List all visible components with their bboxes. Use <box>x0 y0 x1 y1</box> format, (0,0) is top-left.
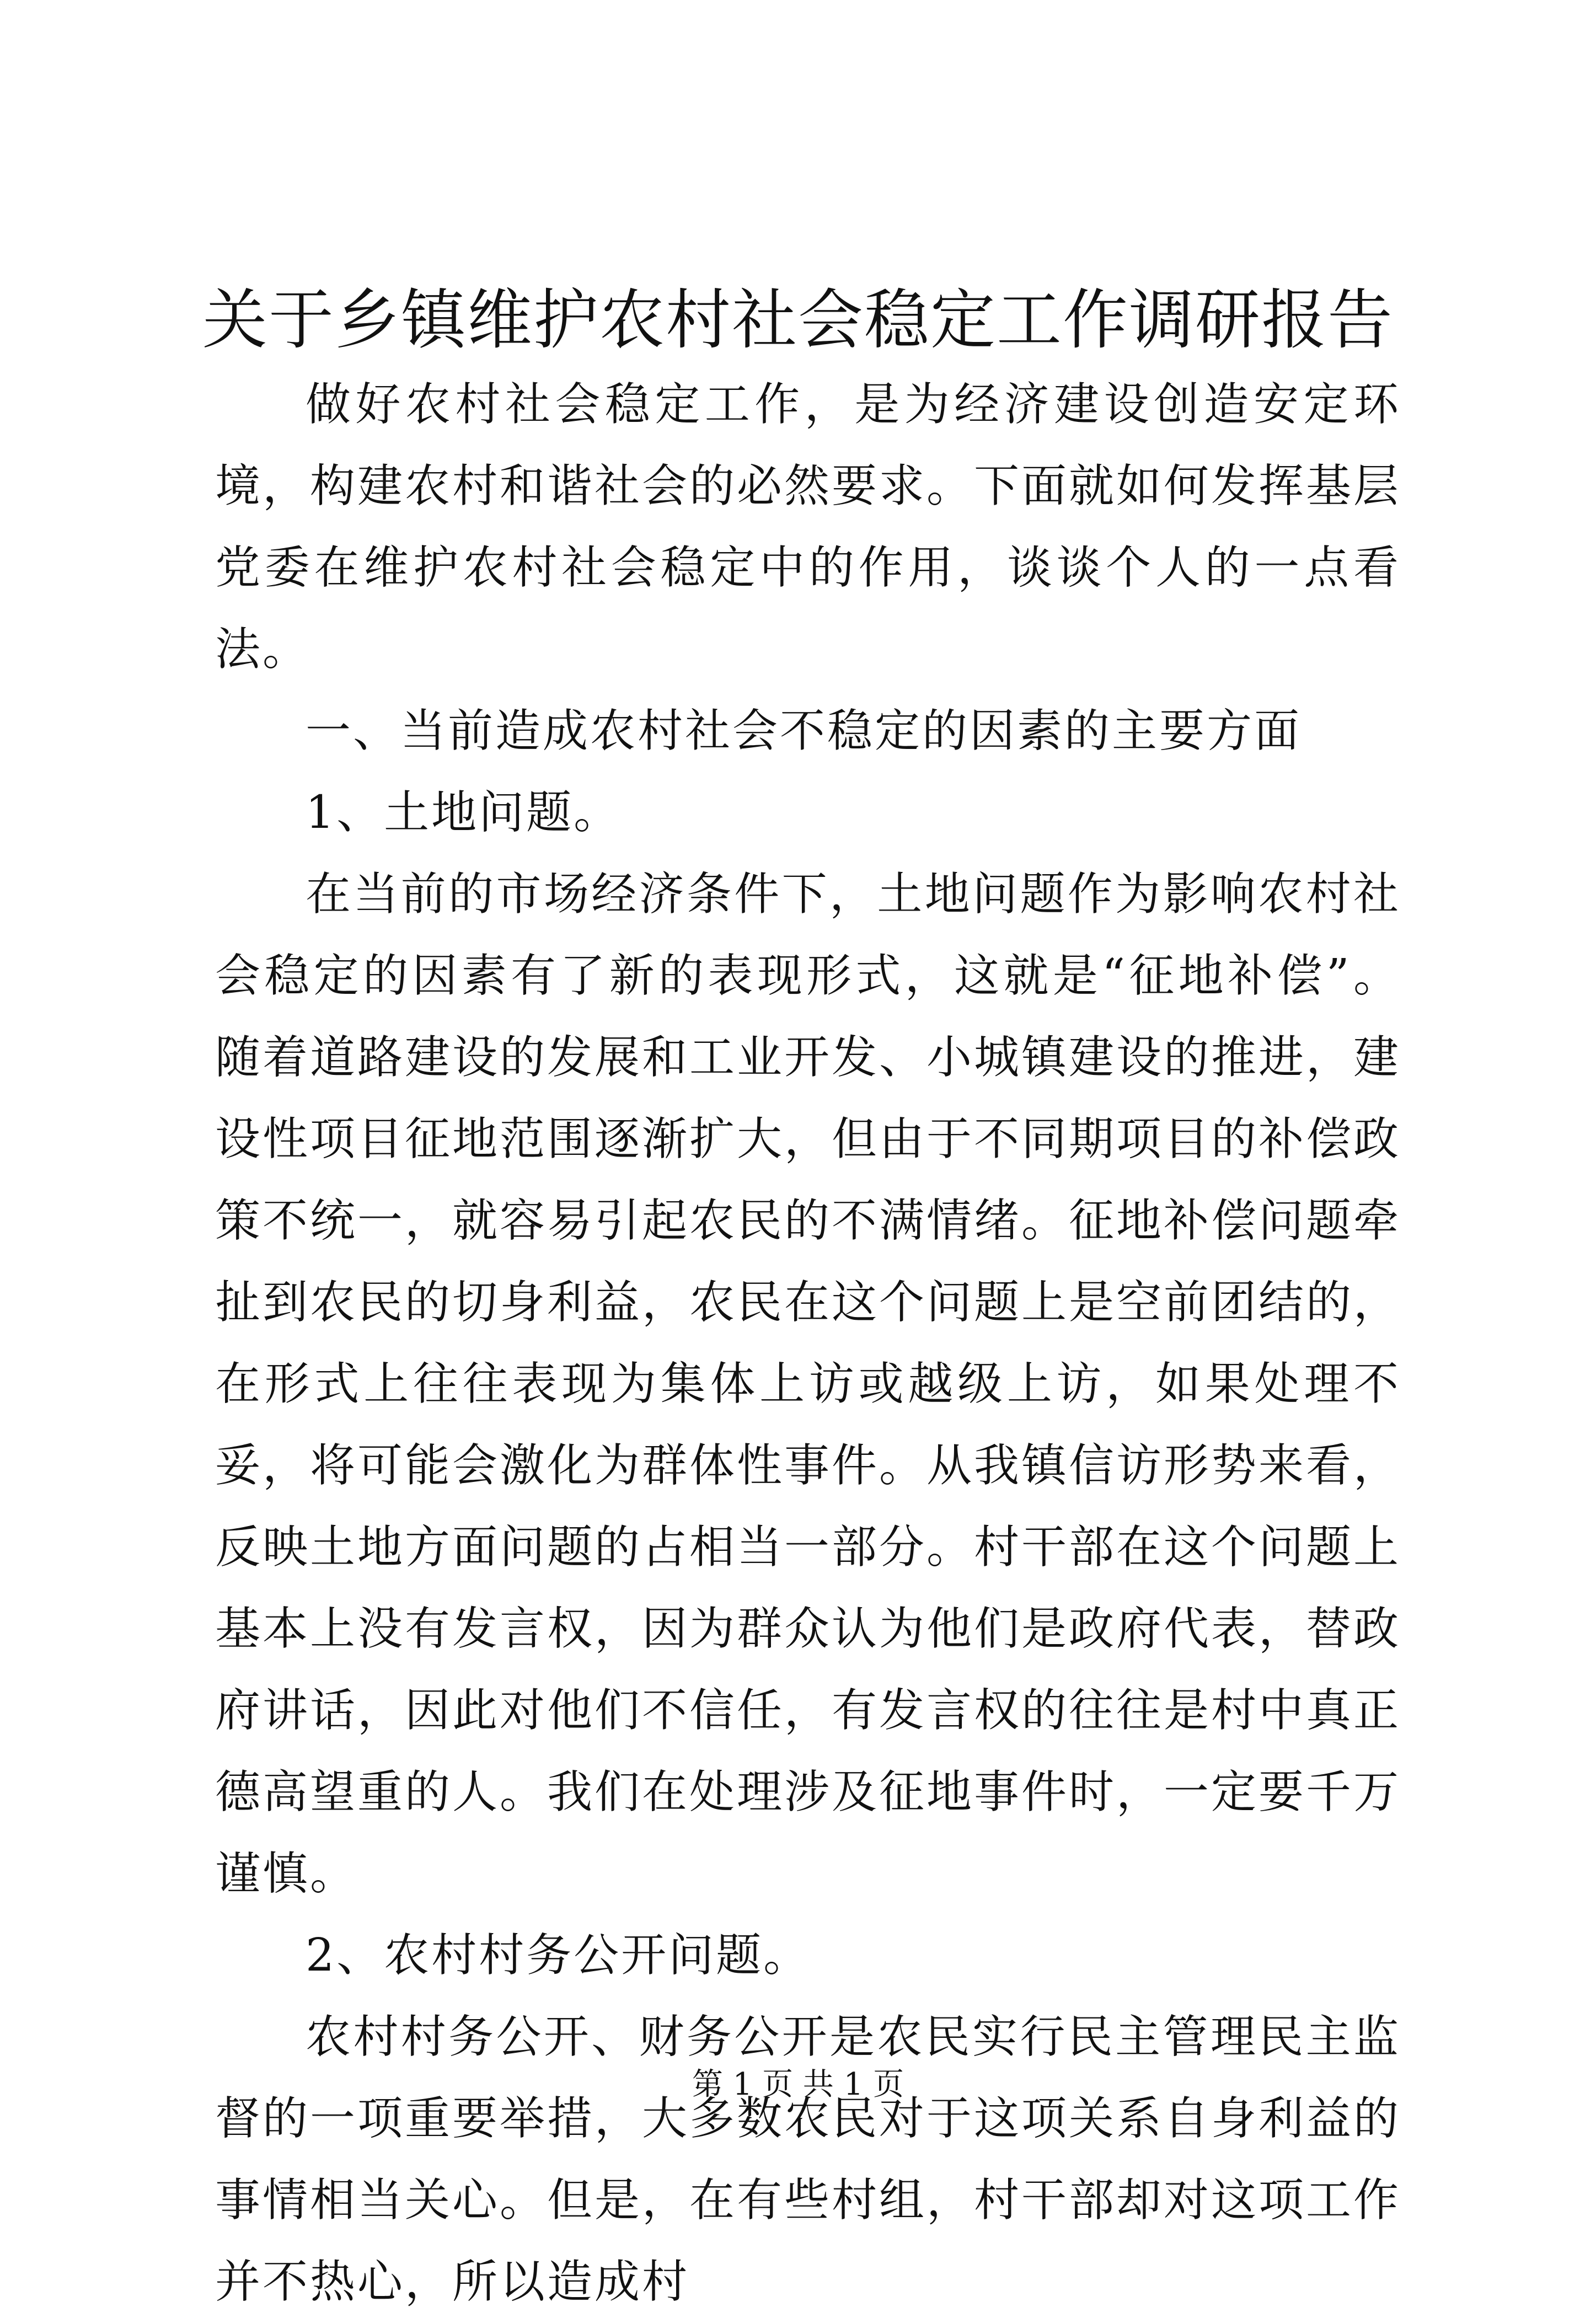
paragraph-land-issue: 在当前的市场经济条件下，土地问题作为影响农村社会稳定的因素有了新的表现形式，这就是“征地补偿”。随着道路建设的发展和工业开发、小城镇建设的推进，建设性项目征地范围逐渐扩大，但由于不同期项目的补偿政策不统一，就容易引起农民的不满情绪。征地补偿问题牵扯到农民的切身利益，农民在这个问题上是空前团结的，在形式上往往表现为集体上访或越级上访，如果处理不妥，将可能会激化为群体性事件。从我镇信访形势来看，反映土地方面问题的占相当一部分。村干部在这个问题上基本上没有发言权，因为群众认为他们是政府代表，替政府讲话，因此对他们不信任，有发言权的往往是村中真正德高望重的人。我们在处理涉及征地事件时，一定要千万谨慎。 <box>215 868 1401 1900</box>
paragraph-intro: 做好农村社会稳定工作，是为经济建设创造安定环境，构建农村和谐社会的必然要求。下面就如何发挥基层党委在维护农村社会稳定中的作用，谈谈个人的一点看法。 <box>215 378 1401 676</box>
document-body <box>215 364 1401 2323</box>
paragraph-village-affairs: 农村村务公开、财务公开是农民实行民主管理民主监督的一项重要举措，大多数农民对于这项关系自身利益的事情相当关心。但是，在有些村组，村干部却对这项工作并不热心，所以造成村 <box>215 2011 1401 2308</box>
document-title: 关于乡镇维护农村社会稳定工作调研报告 <box>202 282 1394 358</box>
page-footer: 第 1 页 共 1 页 <box>692 2067 904 2102</box>
subheading-village-affairs: 2、农村村务公开问题。 <box>306 1929 811 1982</box>
section-heading-1: 一、当前造成农村社会不稳定的因素的主要方面 <box>306 705 1302 757</box>
subheading-land-issue: 1、土地问题。 <box>306 786 622 839</box>
